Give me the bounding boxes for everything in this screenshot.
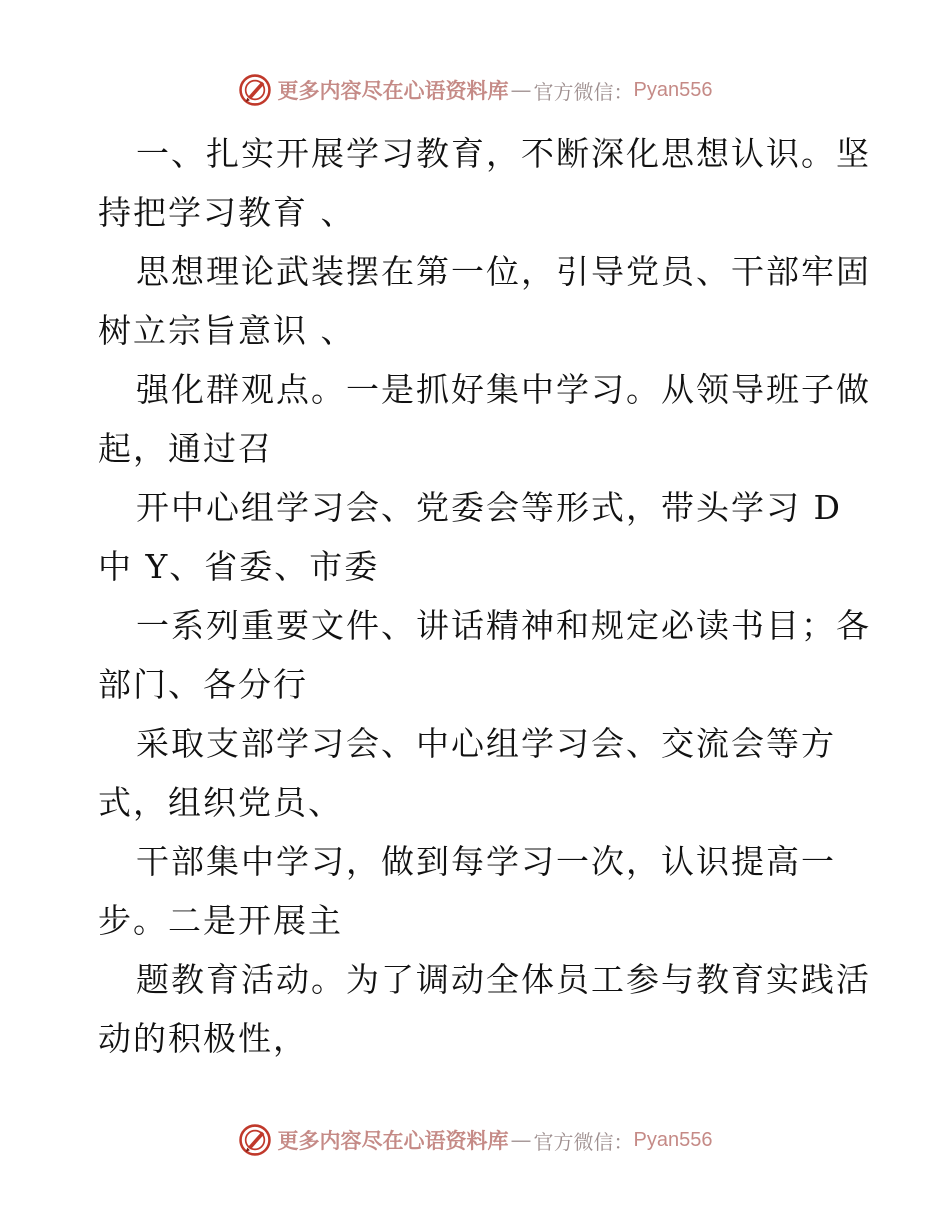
text-line: 思想理论武装摆在第一位，引导党员、干部牢固 xyxy=(136,252,871,291)
text-line: 树立宗旨意识 、 xyxy=(98,311,356,350)
text-line: 式，组织党员、 xyxy=(98,783,343,822)
header-banner xyxy=(0,70,950,110)
text-line: 一、扎实开展学习教育，不断深化思想认识。坚 xyxy=(136,134,871,173)
banner-site-text: 更多内容尽在心语资料库 xyxy=(277,1128,509,1153)
banner-wechat-label: 官方微信： xyxy=(533,1129,634,1154)
text-line: 起，通过召 xyxy=(98,429,273,468)
text-line: 采取支部学习会、中心组学习会、交流会等方 xyxy=(136,724,836,763)
text-line: 步。二是开展主 xyxy=(98,901,343,940)
banner-separator: — xyxy=(510,1128,532,1152)
text-line: 部门、各分行 xyxy=(98,665,308,704)
text-line: 中 Y、省委、市委 xyxy=(98,547,380,586)
banner-site-text: 更多内容尽在心语资料库 xyxy=(277,78,509,103)
text-line: 强化群观点。一是抓好集中学习。从领导班子做 xyxy=(136,370,871,409)
logo-icon xyxy=(238,73,272,107)
text-line: 干部集中学习，做到每学习一次，认识提高一 xyxy=(136,842,836,881)
banner-separator: — xyxy=(510,78,532,102)
footer-banner xyxy=(0,1120,950,1160)
text-line: 持把学习教育 、 xyxy=(98,193,356,232)
banner-wechat-id: Pyan556 xyxy=(633,78,713,101)
text-line: 题教育活动。为了调动全体员工参与教育实践活 xyxy=(136,960,871,999)
text-line: 动的积极性， xyxy=(98,1019,308,1058)
document-body xyxy=(98,124,871,1068)
text-line: 开中心组学习会、党委会等形式，带头学习 D xyxy=(136,488,842,527)
logo-icon xyxy=(238,1123,272,1157)
text-line: 一系列重要文件、讲话精神和规定必读书目；各 xyxy=(136,606,871,645)
banner-wechat-id: Pyan556 xyxy=(633,1128,713,1151)
banner-wechat-label: 官方微信： xyxy=(533,79,634,104)
